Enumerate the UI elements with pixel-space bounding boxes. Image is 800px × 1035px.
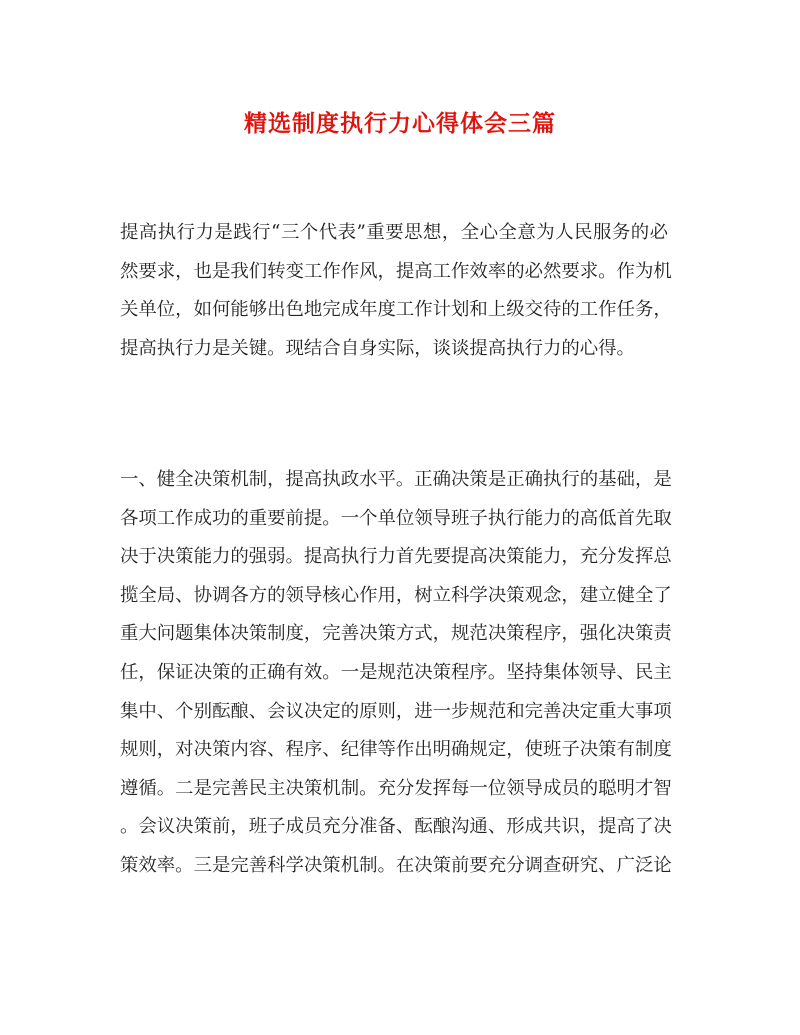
paragraph-section-1: [120, 461, 672, 886]
paragraph-line: 任，保证决策的正确有效。一是规范决策程序。坚持集体领导、民主: [120, 661, 672, 683]
paragraph-line: 集中、个别酝酿、会议决定的原则，进一步规范和完善决定重大事项: [120, 700, 672, 722]
paragraph-line: 策效率。三是完善科学决策机制。在决策前要充分调查研究、广泛论: [120, 854, 672, 876]
paragraph-line: 遵循。二是完善民主决策机制。充分发挥每一位领导成员的聪明才智: [120, 777, 672, 799]
paragraph-line: 规则，对决策内容、程序、纪律等作出明确规定，使班子决策有制度: [120, 739, 672, 761]
paragraph-line: 。会议决策前，班子成员充分准备、酝酿沟通、形成共识，提高了决: [120, 816, 672, 838]
paragraph-line: 揽全局、协调各方的领导核心作用，树立科学决策观念，建立健全了: [120, 584, 672, 606]
paragraph-intro: [120, 214, 672, 368]
paragraph-line: 各项工作成功的重要前提。一个单位领导班子执行能力的高低首先取: [120, 507, 672, 529]
paragraph-line: 关单位，如何能够出色地完成年度工作计划和上级交待的工作任务，: [120, 299, 672, 321]
paragraph-line: 提高执行力是关键。现结合自身实际，谈谈提高执行力的心得。: [120, 337, 635, 359]
paragraph-line: 然要求，也是我们转变工作作风，提高工作效率的必然要求。作为机: [120, 260, 672, 282]
page-title: 精选制度执行力心得体会三篇: [244, 110, 556, 137]
paragraph-line: 决于决策能力的强弱。提高执行力首先要提高决策能力，充分发挥总: [120, 546, 672, 568]
paragraph-line: 重大问题集体决策制度，完善决策方式，规范决策程序，强化决策责: [120, 623, 672, 645]
paragraph-line: 提高执行力是践行“三个代表”重要思想，全心全意为人民服务的必: [120, 222, 668, 243]
paragraph-line: 一、健全决策机制，提高执政水平。正确决策是正确执行的基础，是: [120, 469, 672, 490]
